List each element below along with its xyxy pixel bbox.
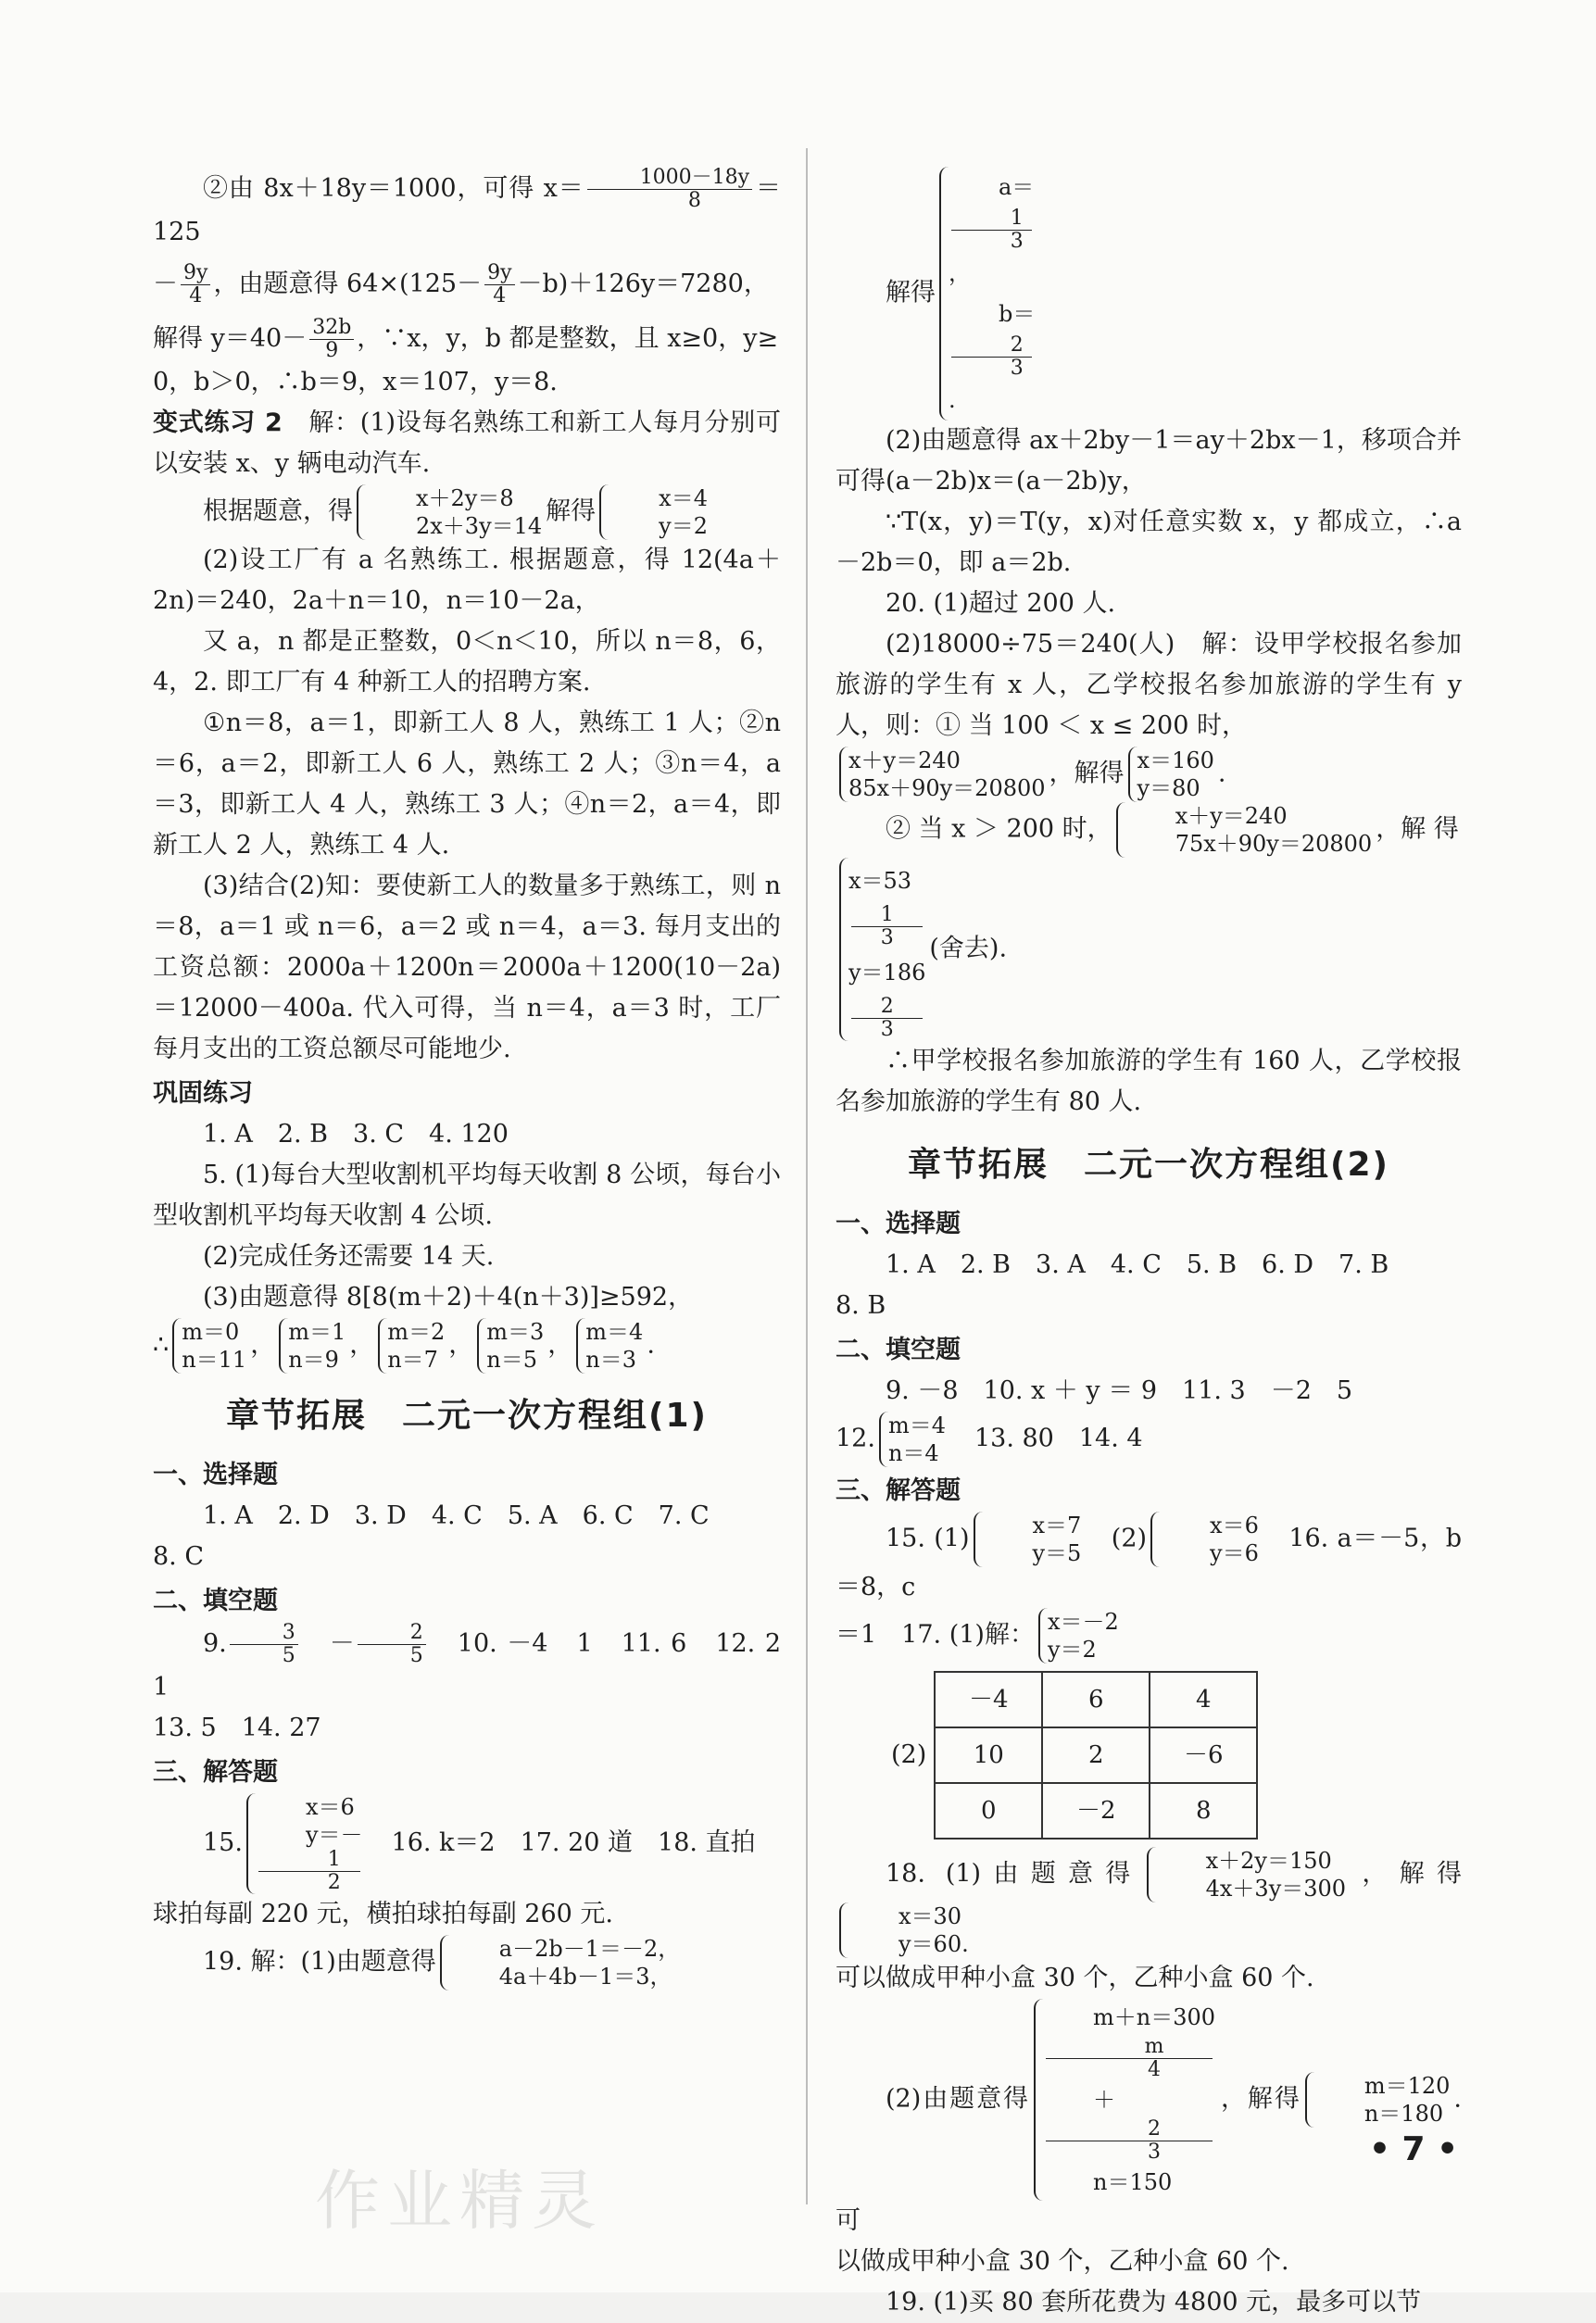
answer-line (836, 802, 1462, 858)
denominator: 3 (880, 1018, 894, 1041)
fraction (181, 262, 210, 308)
equation (1043, 2036, 1215, 2201)
equation: n＝7 (387, 1347, 438, 1373)
denominator: 3 (880, 926, 894, 949)
equation: m＝4 (585, 1319, 644, 1345)
text: ，∵x，y，b 都是整数，且 x≥0，y≥ (357, 324, 779, 353)
grid-cell: 2 (1042, 1727, 1150, 1783)
answer-line: 1. A 2. B 3. A 4. C 5. B 6. D 7. B (886, 1250, 1389, 1279)
section-heading: 二、填空题 (153, 1587, 278, 1615)
text: 解得 y＝40－ (153, 324, 308, 353)
fraction (1046, 2036, 1213, 2081)
section-heading: 三、解答题 (836, 1476, 961, 1505)
equation: m＋n＝300 (1093, 2004, 1216, 2030)
right-column (836, 167, 1462, 2323)
answer-line (153, 1621, 807, 1708)
text: 16. k＝2 17. 20 道 18. 直拍 (391, 1828, 756, 1857)
equation-system (839, 1902, 969, 1958)
equation: x＋2y＝8 (416, 485, 514, 511)
answer-line (836, 1847, 1462, 1958)
grid-row (935, 1672, 1257, 1727)
text: － (329, 1629, 355, 1658)
text-line: (2)设工厂有 a 名熟练工. 根据题意，得 12(4a＋2n)＝240，2a＋n＝10，n＝10－2a， (153, 546, 781, 615)
answer-line: (2)完成任务还需要 14 天. (203, 1242, 495, 1271)
fraction (587, 167, 752, 212)
text: － (153, 270, 178, 298)
equation-system (246, 1793, 363, 1894)
equation-system (1038, 1608, 1119, 1664)
section-heading: 一、选择题 (153, 1461, 278, 1489)
answer-line: 可以做成甲种小盒 30 个，乙种小盒 60 个. (836, 1964, 1314, 1992)
equation: 75x＋90y＝20800 (1175, 831, 1373, 857)
text-line (153, 262, 781, 308)
answer-line (836, 1412, 1462, 1467)
answer-line: ∴甲学校报名参加旅游的学生有 160 人，乙学校报名参加旅游的学生有 80 人. (836, 1047, 1462, 1116)
equation: x＝6 (305, 1794, 355, 1820)
denominator: 4 (493, 284, 507, 308)
numerator: 2 (1046, 2118, 1213, 2141)
text: ② 当 x ＞ 200 时， (886, 814, 1112, 844)
fraction (484, 262, 514, 308)
equation-system (172, 1318, 246, 1374)
grid-cell: 0 (935, 1783, 1042, 1839)
exercise-title: 变式练习 2 (153, 408, 283, 437)
equation: x＋y＝240 (1175, 803, 1288, 829)
numerator: 32b (309, 317, 354, 340)
denominator: 3 (1010, 357, 1024, 380)
numerator: 2 (851, 996, 923, 1019)
denominator: 4 (189, 284, 203, 308)
answer-line: ∴ m＝0 n＝11 ， m＝1 n＝9 ， m＝2 n＝7 ， m＝3 n＝5 ， m＝4 n＝3 . (153, 1319, 655, 1373)
text: ＝125 (153, 174, 782, 246)
text: 12. (836, 1424, 875, 1453)
equation: x＝6 (1210, 1513, 1259, 1538)
equation-system (440, 1935, 680, 1990)
text-line (153, 484, 781, 540)
equation: x＝4 (659, 485, 708, 511)
equation: x＋2y＝150 (1205, 1848, 1332, 1874)
numerator: 2 (951, 334, 1032, 358)
equation: x＋y＝240 (848, 747, 961, 773)
equation-system (378, 1318, 445, 1374)
equation-system (939, 167, 1035, 421)
text: (2)由题意得 (886, 2084, 1030, 2114)
equation-system (1147, 1847, 1346, 1902)
equation: m＝3 (486, 1319, 545, 1345)
numerator: 9y (484, 262, 514, 285)
denominator: 5 (282, 1644, 295, 1667)
equation: 4a＋4b－1＝3， (498, 1964, 672, 1990)
equation: m＝1 (288, 1319, 346, 1345)
text: . 可 (836, 2084, 1463, 2235)
text: ，解得 (1219, 2084, 1301, 2114)
equation: b＝ 2 3 . (949, 294, 1035, 421)
equation: m＝120 (1364, 2073, 1451, 2099)
denominator: 8 (687, 189, 701, 212)
grid-cell: －6 (1150, 1727, 1257, 1783)
text: 9. (203, 1629, 227, 1658)
numerator: 1 (258, 1849, 360, 1872)
answer-line: 球拍每副 220 元，横拍球拍每副 260 元. (153, 1900, 613, 1928)
equation: a＝ 1 3 ， (949, 167, 1035, 294)
equation (848, 858, 925, 949)
answer-line: 8. B (836, 1291, 886, 1320)
chapter-title: 章节拓展 二元一次方程组(2) (908, 1146, 1389, 1184)
text: (2) (1111, 1524, 1148, 1553)
fraction (1046, 2118, 1213, 2164)
grid-answer (891, 1671, 1462, 1840)
answer-line: ∵T(x，y)＝T(y，x)对任意实数 x，y 都成立，∴a－2b＝0，即 a＝2b. (836, 508, 1462, 577)
numerator: 3 (230, 1622, 298, 1645)
fraction (230, 1622, 298, 1667)
grid-cell: 6 (1042, 1672, 1150, 1727)
answer-line (836, 1608, 1462, 1664)
equation-system (879, 1412, 946, 1467)
grid-cell: 8 (1150, 1783, 1257, 1839)
text: ＋ (1093, 2087, 1115, 2113)
answer-line: 1. A 2. D 3. D 4. C 5. A 6. C 7. C (203, 1501, 710, 1530)
answer-line: (3)由题意得 8[8(m＋2)＋4(n＋3)]≥592， (203, 1283, 694, 1312)
equation-system (1034, 1999, 1215, 2201)
equation: 85x＋90y＝20800 (848, 775, 1046, 801)
text: (2) (891, 1740, 927, 1769)
numerator: 1 (851, 904, 923, 927)
equation: y＝2 (659, 513, 708, 539)
answer-line (836, 1999, 1462, 2241)
text-line (153, 317, 781, 362)
text: (舍去). (929, 934, 1008, 963)
text: x＝53 (848, 868, 912, 894)
column-divider (806, 148, 808, 2204)
grid-cell: 4 (1150, 1672, 1257, 1727)
grid-row (935, 1727, 1257, 1783)
equation-system (1305, 2072, 1451, 2128)
grid-cell: －2 (1042, 1783, 1150, 1839)
watermark: 作业精灵 (315, 2163, 604, 2239)
text: 根据题意，得 (203, 496, 353, 526)
equation-system (839, 747, 1046, 802)
therefore-symbol: ∴ (153, 1330, 170, 1360)
equation: x＝7 (1032, 1513, 1082, 1538)
equation-system (599, 484, 708, 540)
text-line: 0，b＞0，∴b＝9，x＝107，y＝8. (153, 368, 558, 396)
numerator: 9y (181, 262, 210, 285)
text-line (153, 167, 781, 253)
equation-system (974, 1512, 1082, 1567)
number-grid (934, 1671, 1258, 1840)
answer-line: (2)18000÷75＝240(人) 解：设甲学校报名参加旅游的学生有 x 人，乙学校报名参加旅游的学生有 y 人，则：① 当 100 ＜ x ≤ 200 时， (836, 630, 1462, 740)
text: 10. －4 1 11. 6 12. 2 1 (153, 1629, 807, 1701)
text: ②由 8x＋18y＝1000，可得 x＝ (203, 174, 584, 203)
answer-line: 9. －8 10. x ＋ y ＝ 9 11. 3 －2 5 (886, 1376, 1353, 1405)
text: n＝150 (1093, 2169, 1173, 2195)
equation: m＝4 (887, 1413, 946, 1438)
fraction (358, 1622, 426, 1667)
section-heading: 巩固练习 (153, 1079, 253, 1108)
denominator: 3 (1010, 230, 1024, 253)
denominator: 9 (325, 339, 339, 362)
section-heading: 二、填空题 (836, 1336, 961, 1364)
text: 13. 80 14. 4 (974, 1424, 1143, 1453)
equation: n＝11 (182, 1347, 247, 1373)
equation-system (279, 1318, 346, 1374)
equation: n＝4 (887, 1440, 939, 1466)
answer-line: (2)由题意得 ax＋2by－1＝ay＋2bx－1，移项合并可得(a－2b)x＝(a－2b)y， (836, 426, 1462, 496)
answer-line: 8. C (153, 1542, 205, 1571)
denominator: 4 (1148, 2058, 1162, 2081)
answer-line (836, 167, 1462, 421)
fraction (851, 904, 923, 949)
text: 15. (1) (886, 1524, 970, 1553)
text: 解得 (886, 278, 936, 308)
equation: m＝0 (182, 1319, 240, 1345)
grid-row (935, 1783, 1257, 1839)
numerator: 1 (951, 207, 1032, 231)
text: 15. (203, 1828, 243, 1857)
answer-line (153, 1793, 781, 1894)
answer-line: 13. 5 14. 27 (153, 1714, 321, 1742)
answer-line (153, 1935, 781, 1990)
text: ，解得 (1049, 759, 1125, 788)
equation: x＝160 (1137, 747, 1214, 773)
text: ，由题意得 64×(125－ (213, 270, 483, 298)
equation-system (1128, 747, 1214, 802)
equation: x＝30 (899, 1903, 962, 1929)
answer-line: 19. (1)买 80 套所花费为 4800 元，最多可以节 (886, 2288, 1422, 2317)
equation: y＝2 (1047, 1637, 1097, 1663)
equation: y＝80 (1137, 775, 1200, 801)
chapter-title: 章节拓展 二元一次方程组(1) (226, 1397, 708, 1435)
equation: 4x＋3y＝300 (1205, 1876, 1347, 1902)
text: 16. a＝－5，b＝8，c (836, 1524, 1463, 1601)
answer-line: 以做成甲种小盒 30 个，乙种小盒 60 个. (836, 2247, 1289, 2276)
equation: n＝180 (1364, 2101, 1444, 2127)
answer-line (836, 1512, 1462, 1608)
denominator: 3 (1148, 2141, 1162, 2164)
text: ，解 得 (1376, 814, 1459, 844)
section-heading: 一、选择题 (836, 1210, 961, 1238)
text: 解：(1)设每名熟练工和新工人每月分别可以安装 x、y 辆电动汽车. (153, 408, 782, 478)
section-heading: 三、解答题 (153, 1758, 278, 1787)
equation: n＝3 (585, 1347, 637, 1373)
grid-cell: 10 (935, 1727, 1042, 1783)
denominator: 2 (327, 1871, 341, 1894)
left-column (153, 166, 807, 1990)
text: b＝ (999, 301, 1036, 327)
equation-system (1116, 802, 1373, 858)
text: 18. (1)由题意得 (886, 1859, 1143, 1889)
answer-line: 1. A 2. B 3. C 4. 120 (203, 1120, 509, 1149)
equation-system (839, 858, 925, 1041)
numerator: m (1046, 2036, 1213, 2059)
answer-line: 20. (1)超过 200 人. (886, 589, 1116, 618)
numerator: 1000－18y (587, 167, 752, 190)
text: 19. 解：(1)由题意得 (203, 1947, 436, 1977)
text: －b)＋126y＝7280， (517, 270, 769, 298)
answer-line (836, 858, 1462, 1041)
numerator: 2 (358, 1622, 426, 1645)
text-line: 又 a，n 都是正整数，0＜n＜10，所以 n＝8，6，4，2. 即工厂有 4 种新工人的招聘方案. (153, 627, 781, 697)
equation: x＝－2 (1047, 1609, 1119, 1635)
text-line (153, 403, 781, 484)
equation: m＝2 (387, 1319, 446, 1345)
equation: y＝5 (1032, 1540, 1082, 1566)
text: ＝1 17. (1)解： (836, 1620, 1035, 1650)
text-line: ①n＝8，a＝1，即新工人 8 人，熟练工 1 人；②n＝6，a＝2，即新工人 6 人，熟练工 2 人；③n＝4，a＝3，即新工人 4 人，熟练工 3 人；④n＝2，a＝4，即新工人 2 人，熟练工 4 人. (153, 709, 781, 860)
equation-system (477, 1318, 544, 1374)
fraction (951, 207, 1032, 253)
denominator: 5 (409, 1644, 423, 1667)
text: ，解得 (1350, 1859, 1462, 1889)
equation: a－2b－1＝－2， (498, 1936, 681, 1962)
equation (256, 1821, 363, 1894)
equation-system (576, 1318, 643, 1374)
grid-cell: －4 (935, 1672, 1042, 1727)
equation: y＝60. (899, 1931, 969, 1957)
fraction (258, 1849, 360, 1894)
fraction (951, 334, 1032, 380)
fraction (309, 317, 354, 362)
equation-system (1150, 1512, 1259, 1567)
page-number: • 7 • (1369, 2130, 1459, 2168)
text: 解得 (546, 496, 597, 526)
answer-line: 5. (1)每台大型收割机平均每天收割 8 公顷，每台小型收割机平均每天收割 4 公顷. (153, 1161, 781, 1230)
equation: n＝9 (288, 1347, 339, 1373)
equation: n＝5 (486, 1347, 537, 1373)
text: y＝－ (305, 1822, 363, 1848)
fraction (851, 996, 923, 1041)
text-line: (3)结合(2)知：要使新工人的数量多于熟练工，则 n＝8，a＝1 或 n＝6，a＝2 或 n＝4，a＝3. 每月支出的工资总额：2000a＋1200n＝2000a＋1200(10－2a)＝12000－400a. 代入可得，当 n＝4，a＝3 时，工厂每月支出的工资总额尽可能地少. (153, 872, 781, 1063)
equation-system (357, 484, 542, 540)
equation: y＝6 (1210, 1540, 1259, 1566)
equation (848, 949, 925, 1041)
text: a＝ (999, 174, 1035, 200)
equation: 2x＋3y＝14 (416, 513, 543, 539)
answer-line: x＋y＝240 85x＋90y＝20800 ，解得 x＝160 y＝80 . (836, 747, 1462, 802)
text: y＝186 (848, 960, 926, 986)
